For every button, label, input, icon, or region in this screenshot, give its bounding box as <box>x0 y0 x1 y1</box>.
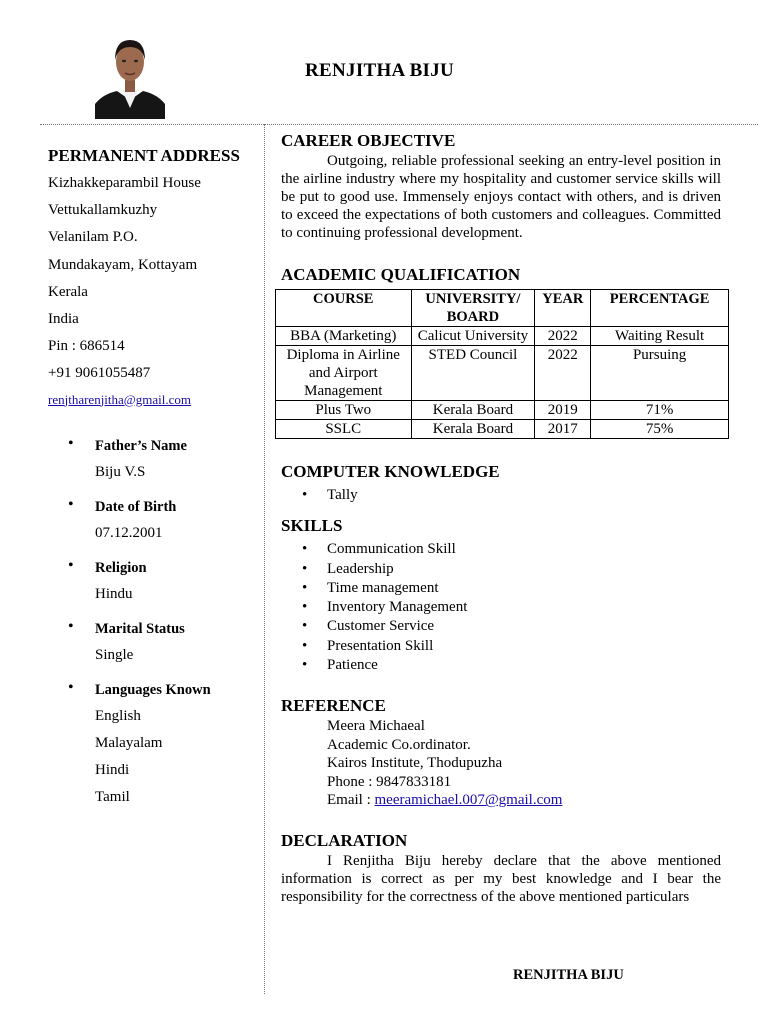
reference-title: REFERENCE <box>281 696 386 716</box>
languages-label: • Languages Known <box>95 681 211 698</box>
table-row <box>276 327 729 346</box>
skills-title: SKILLS <box>281 516 343 536</box>
list-item: • Time management <box>327 579 721 598</box>
computer-knowledge-list <box>281 486 721 505</box>
address-line: Mundakayam, Kottayam <box>48 256 198 273</box>
pin-code: Pin : 686514 <box>48 338 125 355</box>
dob-label: • Date of Birth <box>95 498 177 515</box>
reference-organization: Kairos Institute, Thodupuzha <box>327 755 503 772</box>
table-cell: Calicut University <box>411 327 535 346</box>
table-cell: Kerala Board <box>411 401 535 420</box>
table-cell: SSLC <box>276 420 412 439</box>
list-item <box>48 558 260 611</box>
table-cell: 2019 <box>535 401 591 420</box>
applicant-name-heading: RENJITHA BIJU <box>305 60 455 81</box>
dob-value: 07.12.2001 <box>95 524 163 541</box>
table-row <box>276 346 729 401</box>
phone-number: +91 9061055487 <box>48 365 151 382</box>
table-row <box>276 401 729 420</box>
column-header: COURSE <box>276 290 412 327</box>
table-cell: Pursuing <box>591 346 729 401</box>
list-item: • Patience <box>327 656 721 675</box>
declaration-title: DECLARATION <box>281 830 408 850</box>
list-item: • Presentation Skill <box>327 637 721 656</box>
personal-info-list <box>48 436 260 814</box>
address-line: India <box>48 310 79 327</box>
list-item <box>48 497 260 550</box>
right-column <box>281 130 721 906</box>
reference-role: Academic Co.ordinator. <box>327 736 471 753</box>
reference-name: Meera Michaeal <box>327 718 425 735</box>
vertical-divider <box>264 124 265 994</box>
fathers-name-label: • Father’s Name <box>95 437 187 454</box>
declaration-body: I Renjitha Biju hereby declare that the above mentioned information is correct as per my best knowledge and I bear the responsibility for the correctness of the above mentioned particulars <box>281 852 721 905</box>
table-cell: Waiting Result <box>591 327 729 346</box>
career-objective-body: Outgoing, reliable professional seeking an entry-level position in the airline industry where my hospitality and customer service skills will be put to good use. Immensely enjoys contact with others, and is driven to exceed the expectations of both customers and colleagues. Committed to continuing professional development. <box>281 153 721 241</box>
academic-table <box>275 289 729 439</box>
language-value: English <box>95 707 141 724</box>
skills-list <box>281 540 721 675</box>
table-cell: 75% <box>591 420 729 439</box>
table-cell: 2022 <box>535 346 591 401</box>
table-cell: STED Council <box>411 346 535 401</box>
reference-email-label: Email : <box>327 792 375 809</box>
religion-value: Hindu <box>95 585 133 602</box>
list-item <box>48 436 260 489</box>
list-item: • Customer Service <box>327 617 721 636</box>
profile-photo <box>95 30 165 119</box>
address-title: PERMANENT ADDRESS <box>48 146 240 165</box>
column-header: YEAR <box>535 290 591 327</box>
table-cell: Kerala Board <box>411 420 535 439</box>
signature-name: RENJITHA BIJU <box>513 967 624 983</box>
language-value: Tamil <box>95 788 130 805</box>
horizontal-divider <box>40 124 758 125</box>
reference-email-link[interactable]: meeramichael.007@gmail.com <box>374 792 563 809</box>
table-cell: 2017 <box>535 420 591 439</box>
address-line: Kerala <box>48 283 88 300</box>
address-line: Kizhakkeparambil House <box>48 175 201 191</box>
list-item <box>48 680 260 814</box>
table-cell: 2022 <box>535 327 591 346</box>
list-item <box>48 619 260 672</box>
table-cell: Plus Two <box>276 401 412 420</box>
reference-block <box>281 717 721 810</box>
religion-label: • Religion <box>95 559 147 576</box>
table-cell: 71% <box>591 401 729 420</box>
language-value: Malayalam <box>95 734 163 751</box>
list-item: • Tally <box>327 486 721 505</box>
declaration-text <box>281 852 721 906</box>
marital-status-label: • Marital Status <box>95 620 185 637</box>
table-cell: BBA (Marketing) <box>276 327 412 346</box>
career-objective-title: CAREER OBJECTIVE <box>281 131 456 150</box>
computer-knowledge-title: COMPUTER KNOWLEDGE <box>281 462 500 481</box>
reference-email-line <box>327 791 721 810</box>
list-item: • Inventory Management <box>327 598 721 617</box>
column-header: PERCENTAGE <box>591 290 729 327</box>
column-header: UNIVERSITY/ BOARD <box>411 290 535 327</box>
table-header-row <box>276 290 729 327</box>
email-link[interactable]: renjtharenjitha@gmail.com <box>48 391 192 407</box>
address-line: Velanilam P.O. <box>48 229 138 246</box>
career-objective-text <box>281 152 721 242</box>
academic-title: ACADEMIC QUALIFICATION <box>281 265 521 284</box>
table-row <box>276 420 729 439</box>
list-item: • Communication Skill <box>327 540 721 559</box>
table-cell: Diploma in Airline and Airport Management <box>276 346 412 401</box>
left-column <box>48 146 260 822</box>
list-item: • Leadership <box>327 560 721 579</box>
fathers-name-value: Biju V.S <box>95 463 146 480</box>
language-value: Hindi <box>95 761 130 778</box>
address-line: Vettukallamkuzhy <box>48 202 158 219</box>
marital-status-value: Single <box>95 646 134 663</box>
reference-phone: Phone : 9847833181 <box>327 773 452 790</box>
address-block <box>48 172 260 390</box>
